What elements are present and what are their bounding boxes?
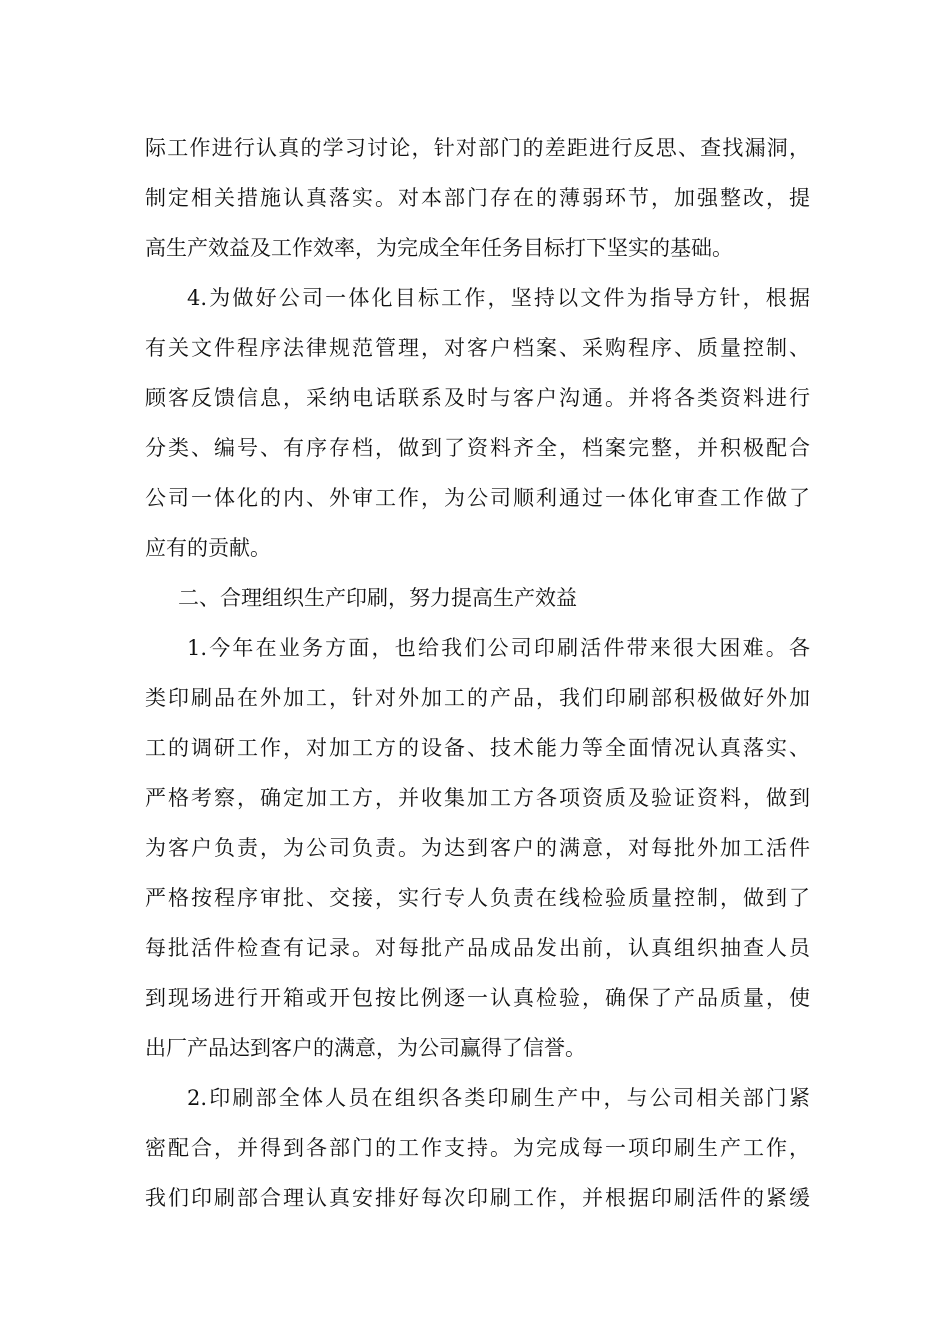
paragraph-line: 公司一体化的内、外审工作，为公司顺利通过一体化审查工作做了 xyxy=(145,486,810,510)
paragraph-line: 严格考察，确定加工方，并收集加工方各项资质及验证资料，做到 xyxy=(145,786,810,810)
paragraph-first-line: 4.为做好公司一体化目标工作，坚持以文件为指导方针，根据 xyxy=(187,286,810,310)
paragraph-line: 高生产效益及工作效率，为完成全年任务目标打下坚实的基础。 xyxy=(145,236,733,260)
paragraph-line: 分类、编号、有序存档，做到了资料齐全，档案完整，并积极配合 xyxy=(145,436,810,460)
paragraph-line: 到现场进行开箱或开包按比例逐一认真检验，确保了产品质量，使 xyxy=(145,986,810,1010)
paragraph-line: 制定相关措施认真落实。对本部门存在的薄弱环节，加强整改，提 xyxy=(145,186,810,210)
paragraph-line: 出厂产品达到客户的满意，为公司赢得了信誉。 xyxy=(145,1036,586,1060)
paragraph-line: 有关文件程序法律规范管理，对客户档案、采购程序、质量控制、 xyxy=(145,336,810,360)
paragraph-line: 应有的贡献。 xyxy=(145,536,271,560)
paragraph-line: 际工作进行认真的学习讨论，针对部门的差距进行反思、查找漏洞， xyxy=(145,136,810,160)
paragraph-first-line: 2.印刷部全体人员在组织各类印刷生产中，与公司相关部门紧 xyxy=(187,1086,810,1110)
paragraph-line: 严格按程序审批、交接，实行专人负责在线检验质量控制，做到了 xyxy=(145,886,810,910)
paragraph-first-line: 1.今年在业务方面，也给我们公司印刷活件带来很大困难。各 xyxy=(187,636,810,660)
paragraph-line: 为客户负责，为公司负责。为达到客户的满意，对每批外加工活件 xyxy=(145,836,810,860)
paragraph-line: 顾客反馈信息，采纳电话联系及时与客户沟通。并将各类资料进行 xyxy=(145,386,810,410)
paragraph-line: 工的调研工作，对加工方的设备、技术能力等全面情况认真落实、 xyxy=(145,736,810,760)
paragraph-line: 类印刷品在外加工，针对外加工的产品，我们印刷部积极做好外加 xyxy=(145,686,810,710)
section-heading: 二、合理组织生产印刷，努力提高生产效益 xyxy=(178,586,577,610)
paragraph-line: 每批活件检查有记录。对每批产品成品发出前，认真组织抽查人员 xyxy=(145,936,810,960)
paragraph-line: 密配合，并得到各部门的工作支持。为完成每一项印刷生产工作， xyxy=(145,1136,810,1160)
paragraph-line: 我们印刷部合理认真安排好每次印刷工作，并根据印刷活件的紧缓 xyxy=(145,1186,810,1210)
